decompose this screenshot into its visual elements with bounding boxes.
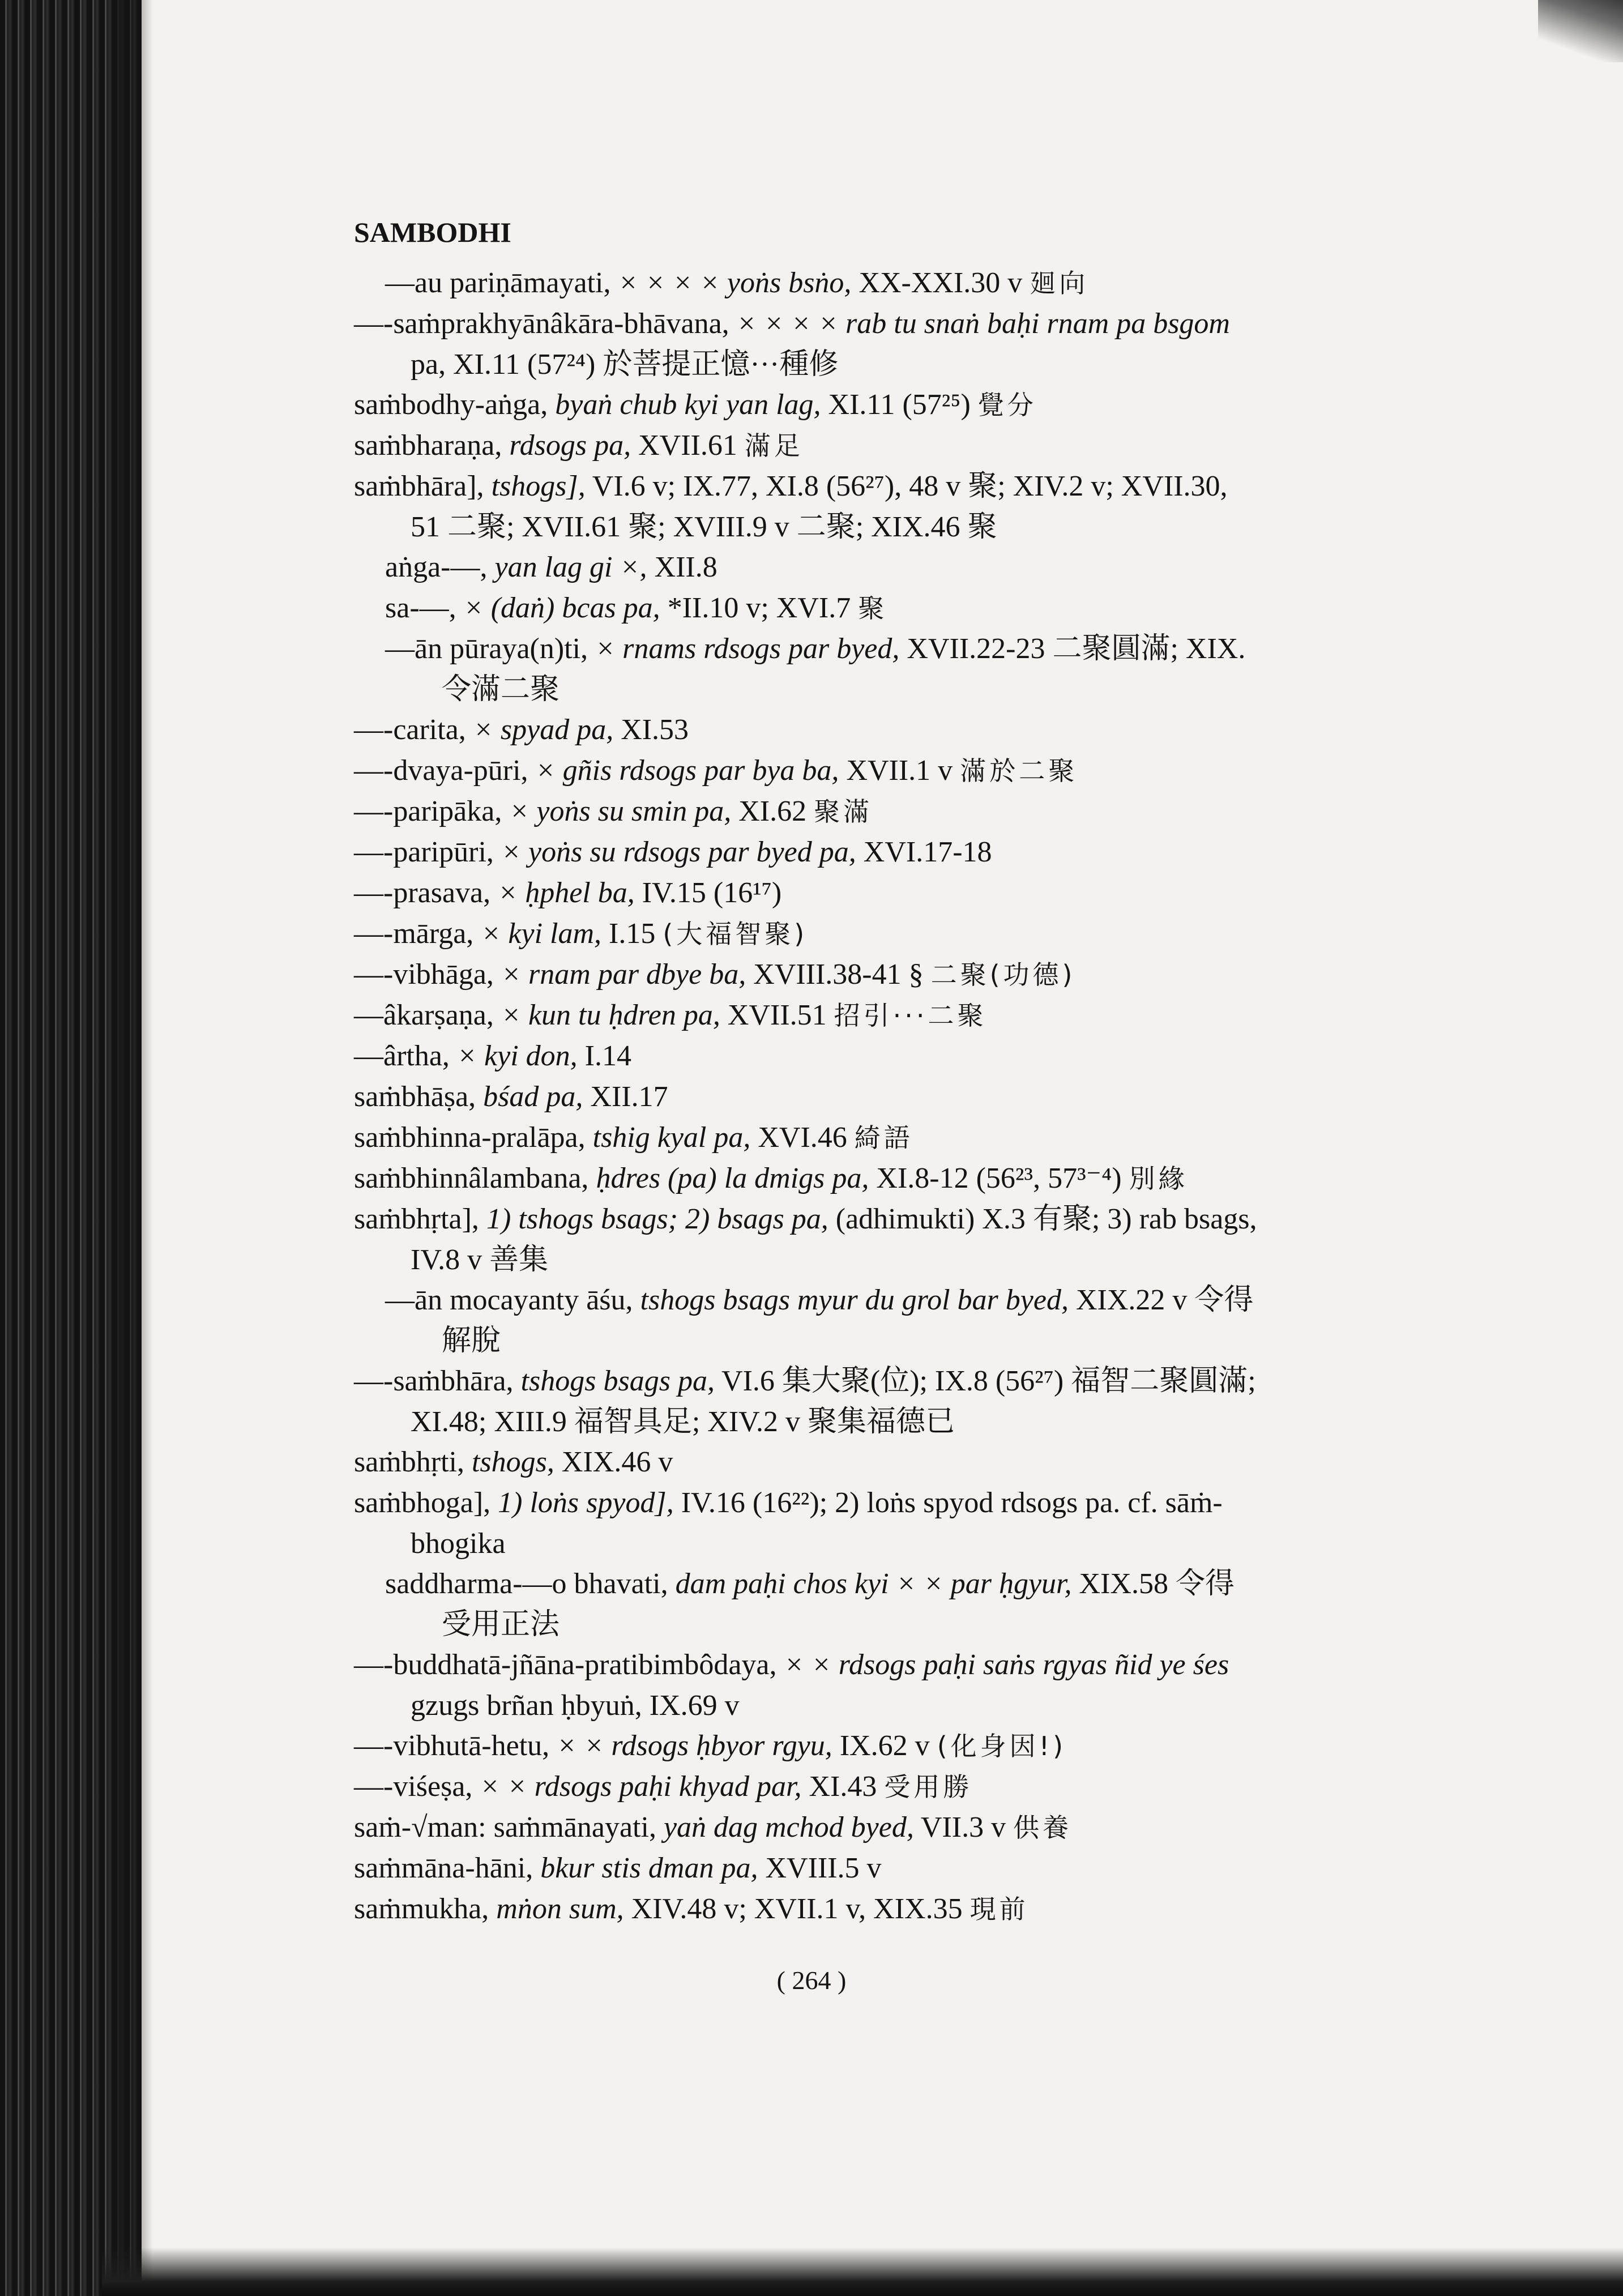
dictionary-column (354, 215, 1487, 1930)
entry-references: VI.6 集大聚(位); IX.8 (56²⁷) 福智二聚圓滿; (721, 1365, 1256, 1397)
entry-references: XVII.22-23 二聚圓滿; XIX. (907, 633, 1246, 665)
entry-headword: saṁ-√man: saṁmānayati, (354, 1811, 656, 1843)
bottom-shadow (102, 2247, 1623, 2296)
entry-headword: —-saṁbhāra, (354, 1365, 514, 1397)
entry-headword: saṁbhāra], (354, 470, 484, 502)
dictionary-entry (354, 1848, 1487, 1889)
entry-tibetan: × kyi lam, (481, 917, 602, 950)
dictionary-entry (354, 425, 1487, 466)
dictionary-entry (354, 710, 1487, 750)
dictionary-entry (354, 385, 1487, 425)
entry-chinese: 受用勝 (884, 1772, 973, 1802)
entry-references: XII.17 (590, 1081, 668, 1113)
entry-headword: aṅga-—, (385, 551, 488, 583)
dictionary-entry (354, 791, 1487, 832)
entry-continuation: 受用正法 (442, 1608, 560, 1641)
dictionary-entry (354, 1483, 1487, 1564)
dictionary-entry (354, 1442, 1487, 1483)
dictionary-entry (354, 1117, 1487, 1158)
entry-references: IV.16 (16²²); 2) loṅs spyod rdsogs pa. cf. sāṁ- (681, 1487, 1223, 1519)
entry-chinese: 聚 (858, 593, 888, 624)
entry-chinese: (大福智聚) (663, 919, 808, 949)
entry-headword: saṁbhṛta], (354, 1203, 479, 1235)
entry-tibetan: × gñis rdsogs par bya ba, (535, 754, 839, 787)
entry-headword: —-mārga, (354, 917, 474, 950)
entry-headword: —-vibhāga, (354, 958, 494, 991)
dictionary-entry (354, 832, 1487, 873)
entry-tibetan: × spyad pa, (473, 714, 614, 746)
entry-references: XII.8 (654, 551, 717, 583)
entry-references: XI.11 (57²⁵) (828, 389, 971, 421)
entry-headword: —-dvaya-pūri, (354, 754, 528, 787)
dictionary-entry (354, 466, 1487, 547)
entry-headword: —-paripāka, (354, 795, 502, 827)
entry-references: IV.15 (16¹⁷) (642, 877, 782, 909)
page-number: ( 264 ) (776, 1966, 847, 1995)
entry-references: XI.62 (738, 795, 807, 827)
entry-tibetan: tshogs bsags pa, (520, 1365, 715, 1397)
dictionary-entry (354, 750, 1487, 791)
entry-headword: —ān pūraya(n)ti, (385, 633, 588, 665)
entry-headword: —-saṁprakhyānâkāra-bhāvana, (354, 308, 729, 340)
entry-headword: saṁbodhy-aṅga, (354, 389, 548, 421)
entry-references: XVI.46 (758, 1121, 847, 1154)
dictionary-entry (354, 1807, 1487, 1848)
dictionary-entry (354, 1158, 1487, 1199)
entry-chinese: 滿於二聚 (960, 756, 1078, 786)
entry-chinese: 二聚(功德) (930, 959, 1076, 990)
entry-tibetan: 1) loṅs spyod], (498, 1487, 674, 1519)
dictionary-entry (354, 1726, 1487, 1766)
dictionary-entry (354, 588, 1487, 629)
entry-tibetan: tshogs bsags myur du grol bar byed, (640, 1284, 1069, 1316)
dictionary-entry (354, 1280, 1487, 1361)
dictionary-entry (354, 1564, 1487, 1645)
entry-tibetan: × × rdsogs paḥi khyad par, (480, 1770, 802, 1803)
dictionary-entry (354, 954, 1487, 995)
entry-tibetan: dam paḥi chos kyi × × par ḥgyur, (675, 1568, 1072, 1600)
entry-references: XVIII.5 v (765, 1852, 882, 1884)
entry-continuation: pa, XI.11 (57²⁴) 於菩提正憶···種修 (411, 348, 839, 381)
entry-tibetan: tshig kyal pa, (592, 1121, 751, 1154)
entry-chinese: 覺分 (977, 390, 1037, 420)
entry-headword: saṁmukha, (354, 1893, 489, 1925)
entry-headword: —-buddhatā-jñāna-pratibimbôdaya, (354, 1649, 777, 1681)
entry-tibetan: × (daṅ) bcas pa, (463, 592, 660, 624)
entry-continuation: 解脫 (442, 1325, 501, 1357)
entry-continuation: XI.48; XIII.9 福智具足; XIV.2 v 聚集福德已 (411, 1406, 955, 1438)
dictionary-entry (354, 914, 1487, 954)
entry-tibetan: yan lag gi ×, (494, 551, 647, 583)
dictionary-entry (354, 629, 1487, 710)
entry-tibetan: × × × × rab tu snaṅ baḥi rnam pa bsgom (736, 308, 1230, 340)
entry-tibetan: × rnams rdsogs par byed, (595, 633, 900, 665)
entry-tibetan: ḥdres (pa) la dmigs pa, (596, 1162, 869, 1194)
entry-references: XIX.58 令得 (1079, 1568, 1235, 1600)
entry-tibetan: × yoṅs su smin pa, (509, 795, 732, 827)
entry-tibetan: × × rdsogs ḥbyor rgyu, (557, 1730, 832, 1762)
dictionary-entry (354, 263, 1487, 304)
entry-references: VII.3 v (920, 1811, 1006, 1843)
entry-references: VI.6 v; IX.77, XI.8 (56²⁷), 48 v 聚; XIV.2 v; XVII.30, (592, 470, 1228, 502)
entry-references: XVIII.38-41 § (753, 958, 924, 991)
entry-references: XVII.1 v (846, 754, 953, 787)
entry-references: XVII.51 (727, 999, 827, 1031)
dictionary-entry (354, 1036, 1487, 1077)
entry-headword: saṁbhāṣa, (354, 1081, 476, 1113)
entry-tibetan: bśad pa, (483, 1081, 583, 1113)
entry-continuation: 令滿二聚 (442, 673, 560, 706)
entry-tibetan: bkur stis dman pa, (540, 1852, 758, 1884)
entry-chinese: (化身因!) (937, 1731, 1067, 1761)
entry-tibetan: × kun tu ḥdren pa, (501, 999, 720, 1031)
entry-chinese: 招引···二聚 (834, 1000, 987, 1031)
entry-references: (adhimukti) X.3 有聚; 3) rab bsags, (835, 1203, 1257, 1235)
entry-headword: —âkarṣaṇa, (354, 999, 494, 1031)
entry-headword: —-viśeṣa, (354, 1770, 473, 1803)
entry-references: XX-XXI.30 v (859, 267, 1023, 299)
entry-headword: sa-—, (385, 592, 456, 624)
entry-headword: —-prasava, (354, 877, 491, 909)
entry-headword: —ârtha, (354, 1040, 450, 1072)
dictionary-entry (354, 1361, 1487, 1442)
entry-references: I.15 (609, 917, 656, 950)
running-head: SAMBODHI (354, 216, 511, 248)
dictionary-entry (354, 1077, 1487, 1117)
entry-references: XVI.17-18 (863, 836, 992, 868)
entry-continuation: bhogika (411, 1527, 506, 1560)
entry-headword: —-carita, (354, 714, 466, 746)
entry-tibetan: 1) tshogs bsags; 2) bsags pa, (486, 1203, 828, 1235)
entry-chinese: 綺語 (854, 1123, 913, 1153)
entry-continuation: IV.8 v 善集 (411, 1244, 549, 1276)
entry-headword: saṁmāna-hāni, (354, 1852, 533, 1884)
entry-tibetan: tshogs], (491, 470, 586, 502)
entry-headword: —-vibhutā-hetu, (354, 1730, 550, 1762)
entry-headword: —-paripūri, (354, 836, 494, 868)
entry-headword: saṁbhinna-pralāpa, (354, 1121, 586, 1154)
entry-chinese: 別緣 (1129, 1163, 1188, 1194)
entry-tibetan: × rnam par dbye ba, (501, 958, 746, 991)
entry-headword: —ān mocayanty āśu, (385, 1284, 633, 1316)
entry-headword: —au pariṇāmayati, (385, 267, 611, 299)
entry-tibetan: mṅon sum, (496, 1893, 624, 1925)
entry-chinese: 聚滿 (814, 796, 873, 827)
entry-references: IX.62 v (839, 1730, 930, 1762)
entry-tibetan: tshogs, (471, 1446, 554, 1478)
entry-references: XI.43 (809, 1770, 877, 1803)
entry-tibetan: × ḥphel ba, (498, 877, 635, 909)
entry-headword: saṁbharaṇa, (354, 429, 502, 462)
entry-tibetan: rdsogs pa, (509, 429, 631, 462)
entry-tibetan: byaṅ chub kyi yan lag, (555, 389, 821, 421)
entry-chinese: 現前 (969, 1894, 1029, 1924)
dictionary-entry (354, 547, 1487, 588)
dictionary-entry (354, 304, 1487, 385)
corner-smudge (1538, 0, 1623, 62)
entry-tibetan: × × rdsogs paḥi saṅs rgyas ñid ye śes (784, 1649, 1229, 1681)
entry-headword: saṁbhoga], (354, 1487, 491, 1519)
entry-tibetan: × kyi don, (456, 1040, 578, 1072)
page-gutter-shadow (113, 0, 153, 2296)
entry-chinese: 廻向 (1030, 268, 1089, 298)
entry-references: XIX.22 v 令得 (1075, 1284, 1254, 1316)
entry-references: *II.10 v; XVI.7 (667, 592, 851, 624)
dictionary-entry (354, 1199, 1487, 1280)
entry-references: XIX.46 v (561, 1446, 673, 1478)
entry-headword: saṁbhṛti, (354, 1446, 464, 1478)
entry-references: XI.53 (621, 714, 689, 746)
entry-references: XIV.48 v; XVII.1 v, XIX.35 (631, 1893, 963, 1925)
dictionary-entry (354, 1889, 1487, 1930)
entry-headword: saṁbhinnâlambana, (354, 1162, 589, 1194)
dictionary-entry (354, 995, 1487, 1036)
entry-references: XVII.61 (638, 429, 737, 462)
entry-headword: saddharma-—o bhavati, (385, 1568, 668, 1600)
entry-list (354, 263, 1487, 1930)
entry-tibetan: × yoṅs su rdsogs par byed pa, (501, 836, 856, 868)
entry-chinese: 供養 (1013, 1812, 1073, 1843)
entry-references: XI.8-12 (56²³, 57³⁻⁴) (876, 1162, 1122, 1194)
entry-tibetan: × × × × yoṅs bsṅo, (618, 267, 852, 299)
entry-references: I.14 (584, 1040, 631, 1072)
dictionary-entry (354, 873, 1487, 914)
entry-chinese: 滿足 (744, 430, 804, 461)
entry-continuation: 51 二聚; XVII.61 聚; XVIII.9 v 二聚; XIX.46 聚 (411, 511, 997, 543)
entry-tibetan: yaṅ dag mchod byed, (663, 1811, 914, 1843)
dictionary-entry (354, 1645, 1487, 1726)
dictionary-entry (354, 1766, 1487, 1807)
entry-continuation: gzugs brñan ḥbyuṅ, IX.69 v (411, 1689, 740, 1722)
